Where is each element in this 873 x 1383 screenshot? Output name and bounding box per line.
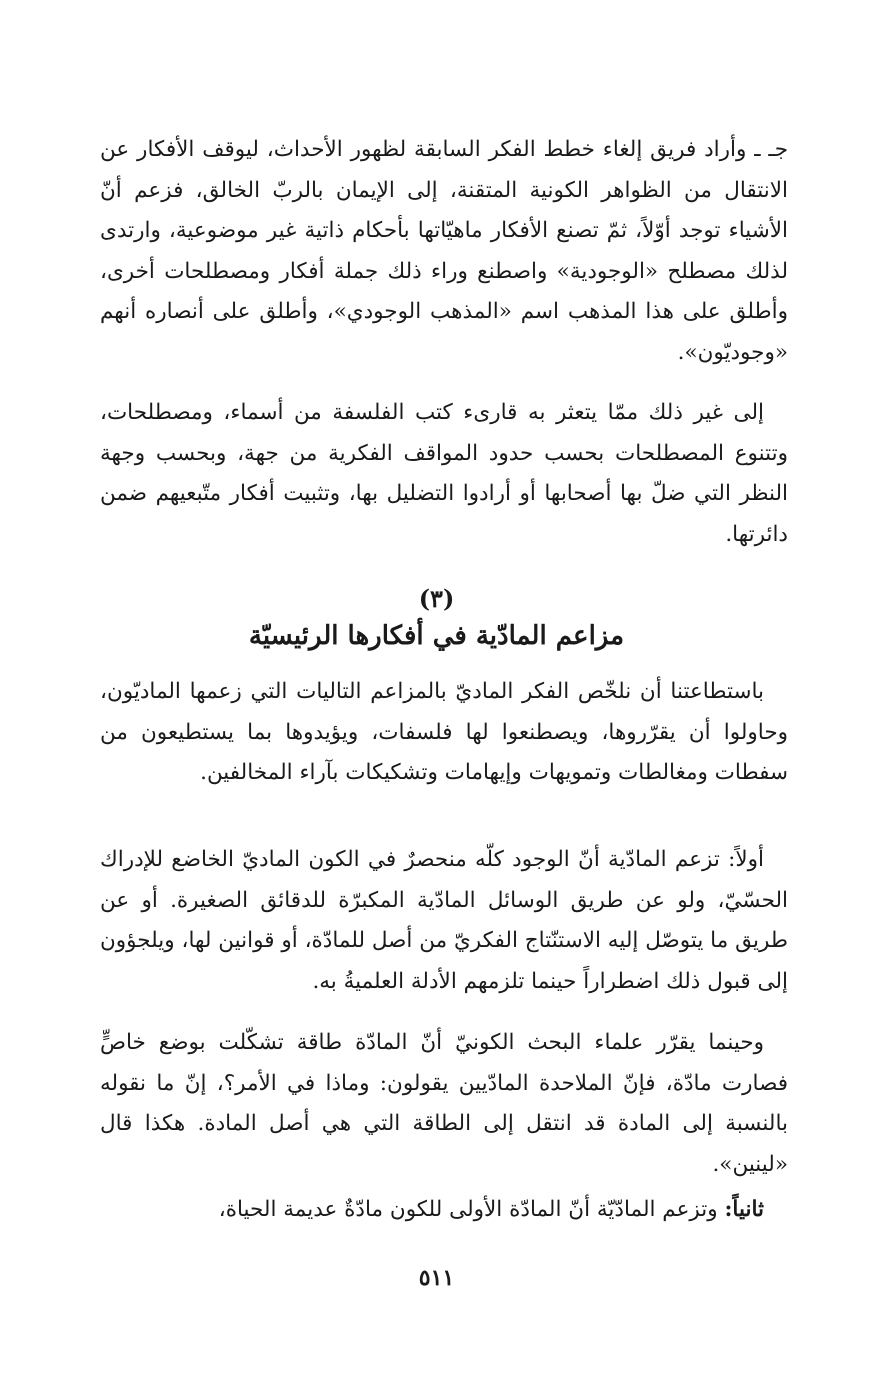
page-number: ٥١١ (418, 1265, 455, 1291)
section-number: (٣) (418, 584, 455, 613)
paragraph-text: أولاً: تزعم المادّية أنّ الوجود كلّه منحصرٌ في الكون الماديّ الخاضع للإدراك الحسّيّ، ولو عن طريق الوسائل المادّية المكبرّة للدقائق الصغيرة. أو عن طريق ما يتوصّل إليه الاستنّتاج الفكريّ من أصل للمادّة، أو قوانين لها، ويلجؤون إلى قبول ذلك اضطراراً حينما تلزمهم الأدلة العلميةُ به. (100, 847, 788, 994)
paragraph-text: وحينما يقرّر علماء البحث الكونيّ أنّ المادّة طاقة تشكّلت بوضع خاصٍّ فصارت مادّة، فإنّ الملاحدة المادّيين يقولون: وماذا في الأمر؟، إنّ ما نقوله بالنسبة إلى المادة قد انتقل إلى الطاقة التي هي أصل المادة. هكذا قال «لينين». (100, 1030, 788, 1177)
paragraph-terminology (100, 393, 788, 555)
paragraph-second-claim (100, 1190, 788, 1231)
claim-text: وتزعم المادّيّة أنّ المادّة الأولى للكون مادّةٌ عديمة الحياة، (218, 1197, 725, 1222)
paragraph-text: جـ ـ وأراد فريق إلغاء خطط الفكر السابقة لظهور الأحداث، ليوقف الأفكار عن الانتقال من الظواهر الكونية المتقنة، إلى الإيمان بالربّ الخالق، فزعم أنّ الأشياء توجد أوّلاً، ثمّ تصنع الأفكار ماهيّاتها بأحكام ذاتية غير موضوعية، وارتدى لذلك مصطلح «الوجودية» واصطنع وراء ذلك جملة أفكار ومصطلحات أخرى، وأطلق على هذا المذهب اسم «المذهب الوجودي»، وأطلق على أنصاره أنهم «وجوديّون». (100, 137, 788, 365)
paragraph-text (100, 1190, 788, 1231)
paragraph-energy (100, 1023, 788, 1185)
paragraph-first-claim (100, 840, 788, 1002)
section-title: مزاعم المادّية في أفكارها الرئيسيّة (248, 621, 625, 651)
paragraph-existentialism (100, 130, 788, 373)
paragraph-text: باستطاعتنا أن نلخّص الفكر الماديّ بالمزاعم التاليات التي زعمها الماديّون، وحاولوا أن يقرّروها، ويصطنعوا لها فلسفات، ويؤيدوها بما يستطيعون من سفطات ومغالطات وتمويهات وإيهامات وتشكيكات بآراء المخالفين. (100, 679, 788, 785)
paragraph-summary (100, 672, 788, 794)
claim-lead: ثانياً: (724, 1197, 764, 1222)
paragraph-text: إلى غير ذلك ممّا يتعثر به قارىء كتب الفلسفة من أسماء، ومصطلحات، وتتنوع المصطلحات بحسب حدود المواقف الفكرية من جهة، وبحسب وجهة النظر التي ضلّ بها أصحابها أو أرادوا التضليل بها، وتثبيت أفكار متّبعيهم ضمن دائرتها. (100, 400, 788, 547)
